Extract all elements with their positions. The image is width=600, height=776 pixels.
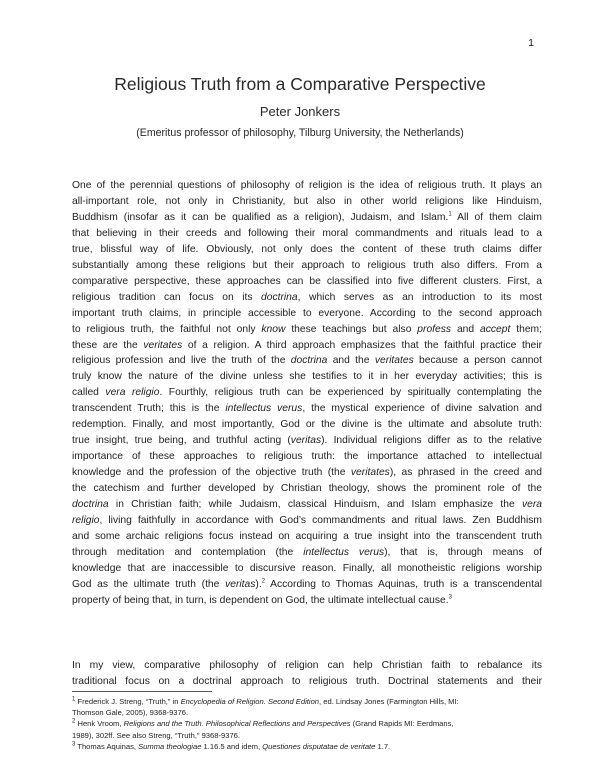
text-line bbox=[72, 481, 542, 497]
footnote-line bbox=[72, 718, 540, 729]
text-run: religious tradition can focus on its bbox=[72, 291, 261, 303]
footnote-ref: 3 bbox=[448, 594, 452, 601]
text-line bbox=[72, 210, 542, 226]
footnote-text: , ed. Lindsay Jones (Farmington Hills, MI: bbox=[319, 697, 459, 706]
body-paragraph-1 bbox=[72, 178, 542, 609]
text-run: through meditation and contemplation (the bbox=[72, 546, 304, 558]
italic-term: profess bbox=[417, 323, 452, 335]
italic-term: veritates bbox=[143, 339, 183, 351]
text-run: In my view, comparative philosophy of religion can help Christian faith to rebalance its bbox=[72, 660, 542, 671]
italic-term: vera bbox=[521, 499, 542, 511]
text-run: traditional focus on a doctrinal approach to religious truth. Doctrinal statements and their bbox=[72, 675, 542, 687]
text-run: truly know the nature of the divine unless she testifies to it in her everyday activities; this is bbox=[72, 371, 542, 383]
footnote-line bbox=[72, 707, 540, 718]
text-line bbox=[72, 226, 542, 242]
text-line bbox=[72, 290, 542, 306]
footnote-title: Summa theologiae bbox=[138, 741, 202, 751]
text-run: in Christian faith; while Judaism, classical Hinduism, and Islam emphasize the bbox=[108, 499, 522, 511]
italic-term: accept bbox=[480, 323, 511, 335]
page-title: Religious Truth from a Comparative Perspective bbox=[114, 74, 486, 94]
text-line bbox=[72, 417, 542, 433]
text-run: Buddhism (insofar as it can be qualified as a religion), Judaism, and Islam. bbox=[72, 211, 449, 223]
text-line bbox=[72, 577, 542, 593]
text-run: ), as phrased in the creed and bbox=[389, 467, 542, 479]
italic-term: veritas bbox=[290, 435, 322, 447]
footnote-number: 1 bbox=[72, 696, 76, 703]
text-line bbox=[72, 369, 542, 385]
text-run: God as the ultimate truth (the bbox=[72, 578, 226, 590]
footnote-text: (Grand Rapids MI: Eerdmans, bbox=[350, 719, 454, 729]
italic-term: doctrina bbox=[261, 291, 298, 303]
text-run: because a person cannot bbox=[413, 355, 543, 367]
text-run: property of being that, in turn, is dependent on God, the ultimate intellectual cause. bbox=[72, 594, 449, 606]
italic-term: veritates bbox=[374, 355, 414, 367]
text-run: , which serves as an introduction to its most bbox=[297, 291, 542, 303]
text-line bbox=[72, 561, 542, 577]
footnote-number: 2 bbox=[72, 718, 76, 725]
text-line bbox=[72, 674, 542, 690]
text-run: true insight, true being, and truthful acting ( bbox=[72, 435, 291, 447]
footnote-line bbox=[72, 730, 540, 741]
text-run: comparative perspective, these approaches can be classified into five different clusters. First, a bbox=[72, 275, 542, 287]
text-run: religious profession and live the truth of the bbox=[72, 355, 291, 367]
italic-term: vera religio bbox=[105, 387, 160, 399]
text-line bbox=[72, 322, 542, 338]
text-line bbox=[72, 449, 542, 465]
page-number: 1 bbox=[528, 37, 534, 49]
text-run: these teachings but also bbox=[285, 323, 418, 335]
text-run: According to Thomas Aquinas, truth is a transcendental bbox=[265, 578, 542, 590]
italic-term: doctrina bbox=[290, 355, 328, 367]
footnote-ref: 2 bbox=[261, 578, 266, 585]
text-run: knowledge that are inaccessible to discursive reason. Finally, all monotheistic religions worship bbox=[72, 562, 542, 574]
body-paragraph-2 bbox=[72, 658, 542, 690]
text-run: transcendent Truth; this is the bbox=[72, 403, 226, 415]
text-line bbox=[72, 194, 542, 210]
text-run: important truth claims, in principle accessible to everyone. According to the second approach bbox=[72, 307, 542, 319]
footnotes bbox=[72, 696, 540, 752]
text-line bbox=[72, 338, 542, 354]
footnote-title: Encyclopedia of Religion. Second Edition bbox=[180, 697, 320, 706]
text-line bbox=[72, 401, 542, 417]
text-run: of a religion. A third approach emphasizes that the faithful practice their bbox=[182, 339, 542, 351]
text-run: . Fourthly, religious truth can be experienced by spiritually contemplating the bbox=[159, 387, 542, 399]
text-run: redemption. Finally, and most importantly, God or the divine is the ultimate and absolute truth: bbox=[72, 419, 542, 431]
footnote-line bbox=[72, 696, 540, 707]
text-run: All of them claim bbox=[451, 211, 542, 223]
footnote-text: Thomas Aquinas, bbox=[75, 741, 139, 751]
footnote-line bbox=[72, 741, 540, 752]
footnote-divider bbox=[72, 691, 212, 692]
author-affiliation: (Emeritus professor of philosophy, Tilburg University, the Netherlands) bbox=[136, 127, 464, 139]
text-run: ). bbox=[255, 578, 262, 590]
text-line bbox=[72, 658, 542, 674]
text-line bbox=[72, 258, 542, 274]
text-line bbox=[72, 513, 542, 529]
text-line bbox=[72, 385, 542, 401]
italic-term: intellectus verus bbox=[303, 546, 385, 558]
text-line bbox=[72, 497, 542, 513]
text-run: and bbox=[451, 323, 481, 335]
text-line bbox=[72, 593, 542, 609]
text-run: , living faithfully in accordance with God’s commandments and ritual laws. Zen Buddhism bbox=[99, 515, 542, 527]
text-line bbox=[72, 529, 542, 545]
text-line bbox=[72, 242, 542, 258]
footnote-text: 1.16.5 and idem, bbox=[201, 741, 263, 751]
text-run: ). Individual religions differ as to the relative bbox=[321, 435, 542, 447]
italic-term: doctrina bbox=[72, 499, 109, 511]
italic-term: veritas bbox=[225, 578, 256, 590]
text-run: importance of these approaches to religious truth: the importance attached to intellectual bbox=[72, 451, 542, 463]
text-run: One of the perennial questions of philosophy of religion is the idea of religious truth. It plays an bbox=[72, 180, 542, 191]
text-line bbox=[72, 465, 542, 481]
footnote-text: Henk Vroom, bbox=[75, 719, 124, 729]
footnote-number: 3 bbox=[72, 741, 76, 748]
text-run: that believing in their creeds and following their moral commandments and rituals lead to a bbox=[72, 227, 542, 239]
footnote-text: 1989), 302ff. See also Streng, “Truth,” 9368-9376. bbox=[72, 730, 241, 740]
text-line bbox=[72, 433, 542, 449]
text-run: true, blissful way of life. Obviously, not only does the content of these truth claims differ bbox=[72, 243, 542, 255]
footnote-title: Religions and the Truth. Philosophical Reflections and Perspectives bbox=[123, 719, 351, 729]
text-line bbox=[72, 353, 542, 369]
footnote-title: Questiones disputatae de veritate bbox=[262, 741, 376, 751]
text-run: called bbox=[72, 387, 106, 399]
footnote-text: 1.7. bbox=[375, 741, 391, 751]
italic-term: intellectus verus bbox=[225, 403, 303, 415]
text-run: substantially among these religions but their approach to religious truth also differs. From a bbox=[72, 259, 542, 271]
text-run: knowledge and the profession of the objective truth (the bbox=[72, 467, 351, 479]
text-line bbox=[72, 545, 542, 561]
text-run: all-important role, not only in Christianity, but also in other world religions like Hinduism, bbox=[72, 195, 542, 207]
text-run: , the mystical experience of divine salvation and bbox=[302, 403, 543, 415]
text-line bbox=[72, 178, 542, 194]
text-line bbox=[72, 306, 542, 322]
text-run: them; bbox=[510, 323, 542, 335]
text-run: the catechism and further developed by Christian theology, shows the prominent role of the bbox=[72, 483, 542, 495]
text-line bbox=[72, 274, 542, 290]
footnote-ref: 1 bbox=[448, 211, 452, 218]
italic-term: know bbox=[261, 323, 286, 335]
footnote-text: Frederick J. Streng, “Truth,” in bbox=[75, 697, 181, 706]
italic-term: religio bbox=[72, 515, 100, 527]
text-run: and the bbox=[327, 355, 375, 367]
author-name: Peter Jonkers bbox=[259, 104, 341, 119]
text-run: and some archaic religions focus instead on acquiring a true insight into the transcendent truth bbox=[72, 530, 542, 542]
text-run: these are the bbox=[72, 339, 144, 351]
footnote-text: Thomson Gale, 2005), 9368-9376. bbox=[72, 708, 189, 718]
text-run: ), that is, through means of bbox=[384, 546, 543, 558]
text-run: to religious truth, the faithful not only bbox=[72, 323, 262, 335]
italic-term: veritates bbox=[350, 467, 390, 479]
